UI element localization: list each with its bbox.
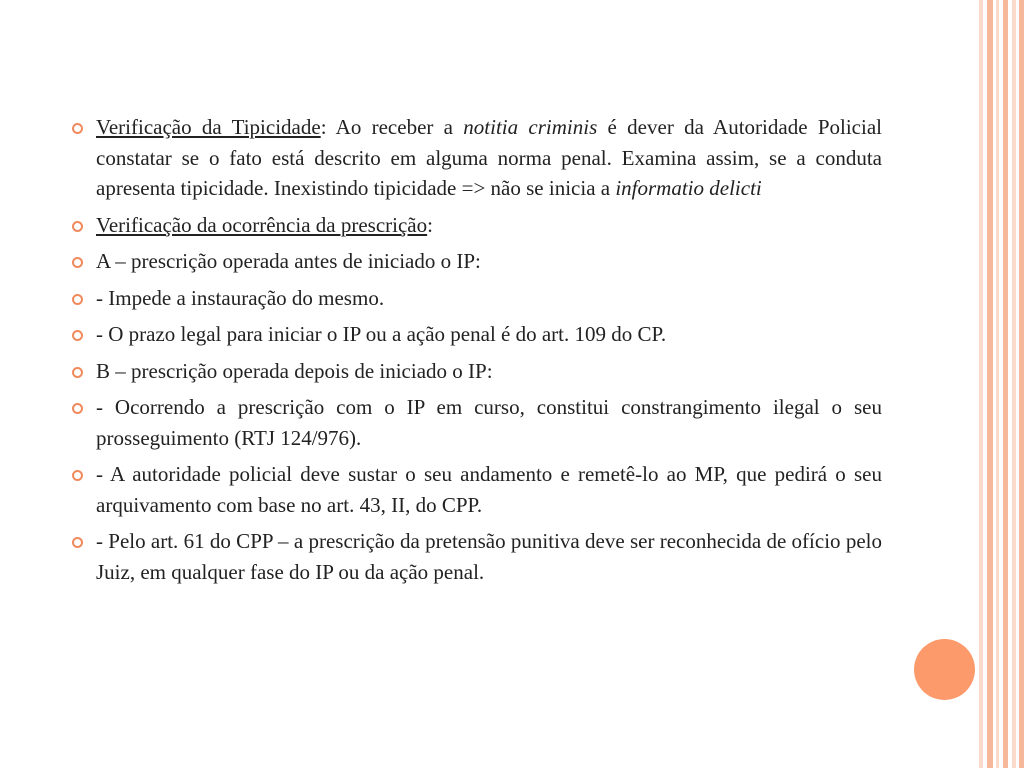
ring-bullet-icon bbox=[72, 403, 83, 414]
list-item bbox=[72, 459, 882, 520]
list-item-text: - Pelo art. 61 do CPP – a prescrição da pretensão punitiva deve ser reconhecida de ofício pelo Juiz, em qualquer fase do IP ou da ação penal. bbox=[96, 529, 882, 584]
list-item bbox=[72, 283, 882, 314]
list-item bbox=[72, 246, 882, 277]
decorative-stripe bbox=[1019, 0, 1024, 768]
italic-term: informatio delicti bbox=[615, 176, 762, 200]
list-item-text bbox=[96, 210, 882, 241]
ring-bullet-icon bbox=[72, 330, 83, 341]
ring-bullet-icon bbox=[72, 294, 83, 305]
ring-bullet-icon bbox=[72, 221, 83, 232]
decorative-stripe bbox=[1012, 0, 1016, 768]
list-item-text: A – prescrição operada antes de iniciado o IP: bbox=[96, 249, 481, 273]
list-item-text: - A autoridade policial deve sustar o seu andamento e remetê-lo ao MP, que pedirá o seu arquivamento com base no art. 43, II, do CPP. bbox=[96, 462, 882, 517]
list-item bbox=[72, 526, 882, 587]
underlined-heading: Verificação da Tipicidade bbox=[96, 115, 321, 139]
list-item bbox=[72, 356, 882, 387]
ring-bullet-icon bbox=[72, 257, 83, 268]
ring-bullet-icon bbox=[72, 367, 83, 378]
list-item bbox=[72, 392, 882, 453]
list-item bbox=[72, 319, 882, 350]
list-item-text: - Impede a instauração do mesmo. bbox=[96, 285, 385, 310]
ring-bullet-icon bbox=[72, 470, 83, 481]
decorative-stripe bbox=[1003, 0, 1008, 768]
decorative-circle bbox=[914, 639, 975, 700]
italic-term: notitia criminis bbox=[463, 115, 598, 139]
list-item-text bbox=[96, 112, 882, 204]
ring-bullet-icon bbox=[72, 123, 83, 134]
text-segment: : Ao receber a bbox=[320, 115, 464, 139]
list-item bbox=[72, 210, 882, 241]
list-item-text: - O prazo legal para iniciar o IP ou a ação penal é do art. 109 do CP. bbox=[96, 322, 667, 346]
list-item bbox=[72, 112, 882, 204]
text-segment: : bbox=[427, 212, 433, 237]
decorative-stripe bbox=[996, 0, 999, 768]
slide-content bbox=[72, 112, 882, 593]
decorative-stripe bbox=[979, 0, 983, 768]
text-segment: é dever da Autoridade Policial constatar se o fato está descrito em alguma norma penal. Examina assim, se a conduta apresenta tipicidade. Inexistindo tipicidade => não se inicia a bbox=[96, 115, 882, 200]
underlined-heading: Verificação da ocorrência da prescrição bbox=[96, 212, 428, 237]
decorative-stripe bbox=[987, 0, 993, 768]
list-item-text: - Ocorrendo a prescrição com o IP em curso, constitui constrangimento ilegal o seu prosseguimento (RTJ 124/976). bbox=[96, 395, 882, 450]
ring-bullet-icon bbox=[72, 537, 83, 548]
list-item-text: B – prescrição operada depois de iniciado o IP: bbox=[96, 358, 493, 383]
